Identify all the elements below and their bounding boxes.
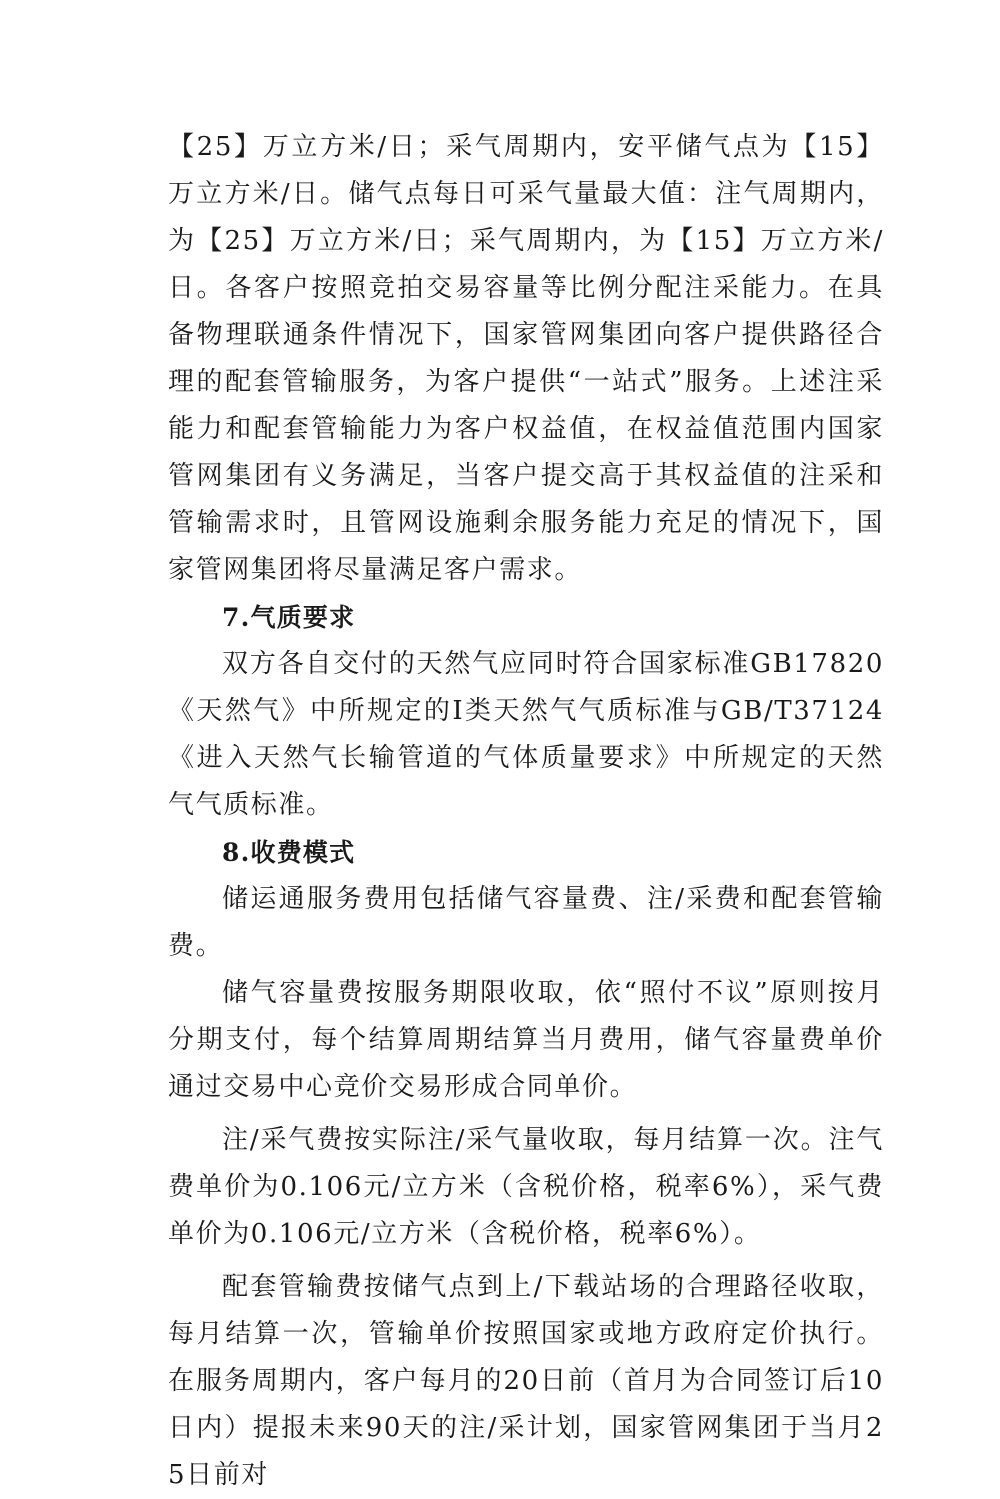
- paragraph-pipeline-fee: 配套管输费按储气点到上/下载站场的合理路径收取，每月结算一次，管输单价按照国家或地方政府定价执行。在服务周期内，客户每月的20日前（首月为合同签订后10日内）提报未来90天的注/采计划，国家管网集团于当月25日前对: [168, 1272, 884, 1490]
- paragraph-capacity-fee: 储气容量费按服务期限收取，依“照付不议”原则按月分期支付，每个结算周期结算当月费用，储气容量费单价通过交易中心竞价交易形成合同单价。: [168, 978, 884, 1102]
- document-body: [168, 124, 884, 1499]
- paragraph-capacity-allocation: 【25】万立方米/日；采气周期内，安平储气点为【15】万立方米/日。储气点每日可采气量最大值：注气周期内，为【25】万立方米/日；采气周期内，为【15】万立方米/日。各客户按照竞拍交易容量等比例分配注采能力。在具备物理联通条件情况下，国家管网集团向客户提供路径合理的配套管输服务，为客户提供“一站式”服务。上述注采能力和配套管输能力为客户权益值，在权益值范围内国家管网集团有义务满足，当客户提交高于其权益值的注采和管输需求时，且管网设施剩余服务能力充足的情况下，国家管网集团将尽量满足客户需求。: [168, 132, 884, 585]
- paragraph-injection-withdrawal-fee: 注/采气费按实际注/采气量收取，每月结算一次。注气费单价为0.106元/立方米（含税价格，税率6%），采气费单价为0.106元/立方米（含税价格，税率6%）。: [168, 1125, 884, 1249]
- paragraph-fee-components: 储运通服务费用包括储气容量费、注/采费和配套管输费。: [168, 884, 884, 961]
- section-heading-gas-quality: 7.气质要求: [222, 603, 356, 632]
- section-heading-fee-model: 8.收费模式: [222, 838, 356, 867]
- paragraph-gas-quality: 双方各自交付的天然气应同时符合国家标准GB17820《天然气》中所规定的Ⅰ类天然气气质标准与GB/T37124《进入天然气长输管道的气体质量要求》中所规定的天然气气质标准。: [168, 649, 884, 820]
